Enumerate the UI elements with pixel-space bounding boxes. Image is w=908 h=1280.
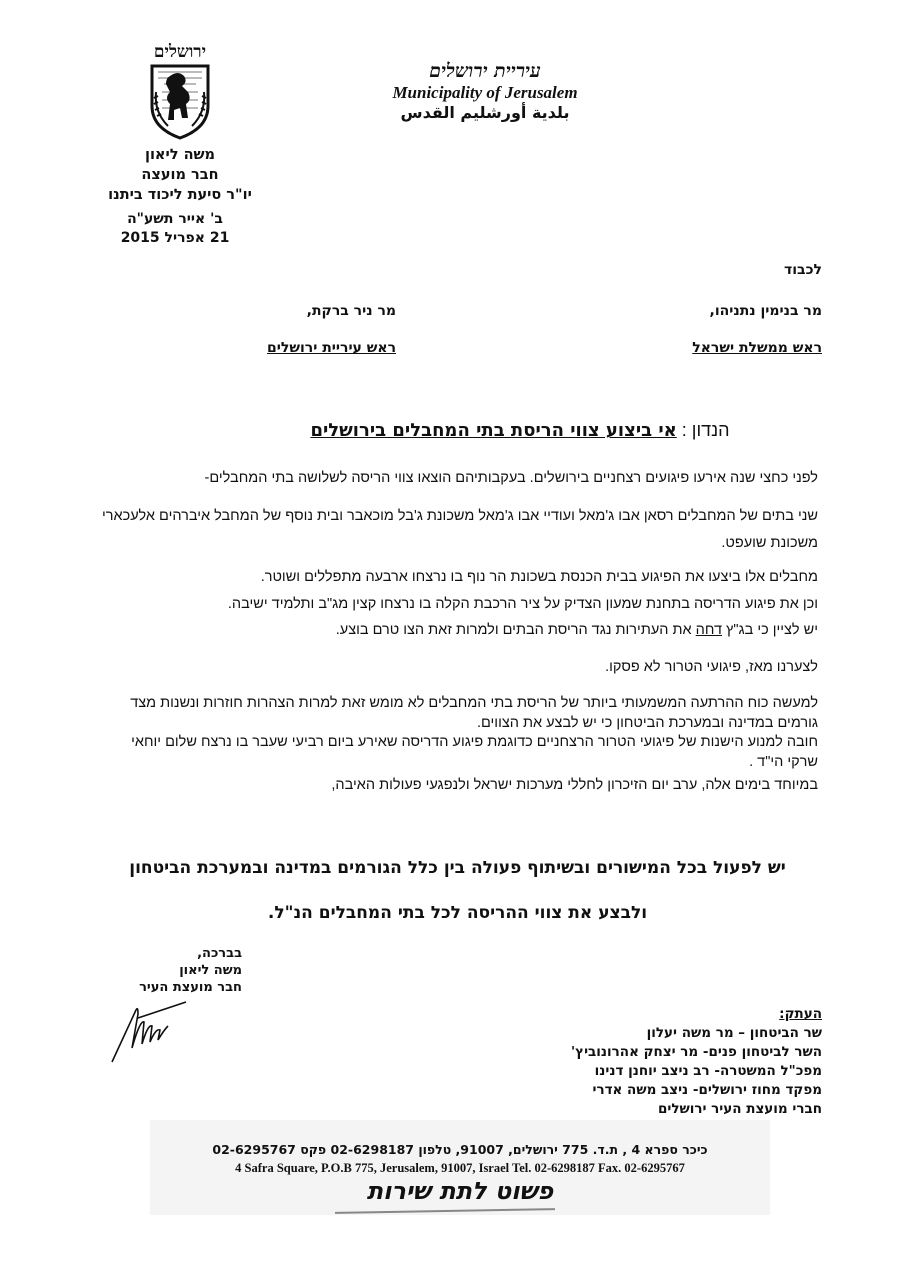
footer-slogan-underline [335, 1208, 555, 1214]
recipient-1-name: מר בנימין נתניהו, [709, 303, 822, 319]
body-p5-before: יש לציין כי בג"ץ [722, 622, 818, 638]
sender-name: משה ליאון [144, 147, 216, 163]
cc-item: מפקד מחוז ירושלים- ניצב משה אדרי [592, 1082, 822, 1098]
jerusalem-lion-crest-icon [148, 62, 212, 140]
cc-item: חברי מועצת העיר ירושלים [657, 1101, 822, 1117]
body-p5-underlined: דחה [695, 622, 722, 638]
municipality-name-arabic: بلدية أورشليم القدس [400, 103, 570, 122]
closing-greeting: בברכה, [197, 946, 242, 961]
body-p5-after: את העתירות נגד הריסת הבתים ולמרות זאת הצו טרם בוצע. [335, 622, 696, 638]
sender-role: חבר מועצה [141, 167, 219, 183]
subject-line [240, 420, 800, 441]
footer-address-english: 4 Safra Square, P.O.B 775, Jerusalem, 91007, Israel Tel. 02-6298187 Fax. 02-6295767 [235, 1161, 685, 1175]
call-to-action-line-2: ולבצע את צווי ההריסה לכל בתי המחבלים הנ"ל. [267, 903, 648, 923]
body-paragraph-8: חובה למנוע הישנות של פיגועי הטרור הרצחניים כדוגמת פיגוע הדריסה שאירע ביום רביעי שעבר בו נרצח שלום יוחאי שרקי הי"ד . [131, 734, 818, 770]
cc-item: שר הביטחון – מר משה יעלון [646, 1025, 822, 1041]
salutation: לכבוד [784, 262, 822, 278]
body-paragraph-1: לפני כחצי שנה אירעו פיגועים רצחניים בירושלים. בעקבותיהם הוצאו צווי הריסה לשלושה בתי המחבלים- [204, 470, 818, 486]
date-block [120, 210, 230, 248]
date-gregorian: 21 אפריל 2015 [120, 230, 230, 246]
subject-text: אי ביצוע צווי הריסת בתי המחבלים בירושלים [310, 420, 677, 441]
municipality-name-hebrew: עיריית ירושלים [429, 60, 541, 82]
municipality-name-english: Municipality of Jerusalem [392, 83, 578, 102]
municipality-header [380, 60, 590, 123]
sender-block [95, 145, 265, 205]
body-paragraph-6: לצערנו מאז, פיגועי הטרור לא פסקו. [605, 659, 818, 675]
body-paragraph-4: וכן את פיגוע הדריסה בתחנת שמעון הצדיק על ציר הרכבת הקלה בו נרצחו קצין מג"ב ותלמיד ישיבה. [227, 596, 818, 612]
recipient-2-name: מר ניר ברקת, [306, 303, 396, 319]
closing-name: משה ליאון [179, 963, 242, 978]
sender-faction: יו"ר סיעת ליכוד ביתנו [108, 187, 252, 203]
closing-block [122, 945, 242, 996]
body-paragraph-2: שני בתים של המחבלים רסאן אבו ג'מאל ועודיי אבו ג'מאל משכונת ג'בל מוכאבר ובית נוסף של המחבל איברהים אלעכארי משכונת שועפט. [101, 508, 818, 551]
call-to-action-line-1: יש לפעול בכל המישורים ובשיתוף פעולה בין כלל הגורמים במדינה ובמערכת הביטחון [129, 858, 786, 878]
body-paragraph-9: במיוחד בימים אלה, ערב יום הזיכרון לחללי מערכות ישראל ולנפגעי פעולות האיבה, [331, 777, 818, 793]
body-paragraph-5 [98, 620, 818, 640]
footer-address-hebrew: כיכר ספרא 4 , ת.ד. 775 ירושלים, 91007, טלפון 02-6298187 פקס 02-6295767 [212, 1142, 708, 1157]
subject-label: הנדון : [681, 420, 730, 440]
recipient-1-title: ראש ממשלת ישראל [692, 340, 822, 356]
recipient-2-title: ראש עיריית ירושלים [267, 340, 396, 356]
cc-header: העתק: [779, 1006, 822, 1022]
cc-item: השר לביטחון פנים- מר יצחק אהרונוביץ' [571, 1044, 822, 1060]
body-paragraph-3: מחבלים אלו ביצעו את הפיגוע בבית הכנסת בשכונת הר נוף בו נרצחו ארבעה מתפללים ושוטר. [260, 569, 818, 585]
crest-title: ירושלים [153, 42, 207, 62]
body-paragraph-7: למעשה כוח ההרתעה המשמעותי ביותר של הריסת בתי המחבלים לא מומש זאת למרות הצהרות חוזרות ונשנות מצד גורמים במדינה ובמערכת הביטחון כי יש לבצע את הצווים. [130, 695, 818, 731]
closing-title: חבר מועצת העיר [139, 980, 242, 995]
cc-item: מפכ"ל המשטרה- רב ניצב יוחנן דנינו [594, 1063, 822, 1079]
cc-block [522, 1005, 822, 1119]
date-hebrew: ב' אייר תשע"ה [127, 211, 223, 227]
footer-slogan: פשוט לתת שירות [366, 1177, 554, 1205]
letter-footer [150, 1120, 770, 1215]
handwritten-signature-icon [108, 1000, 188, 1065]
